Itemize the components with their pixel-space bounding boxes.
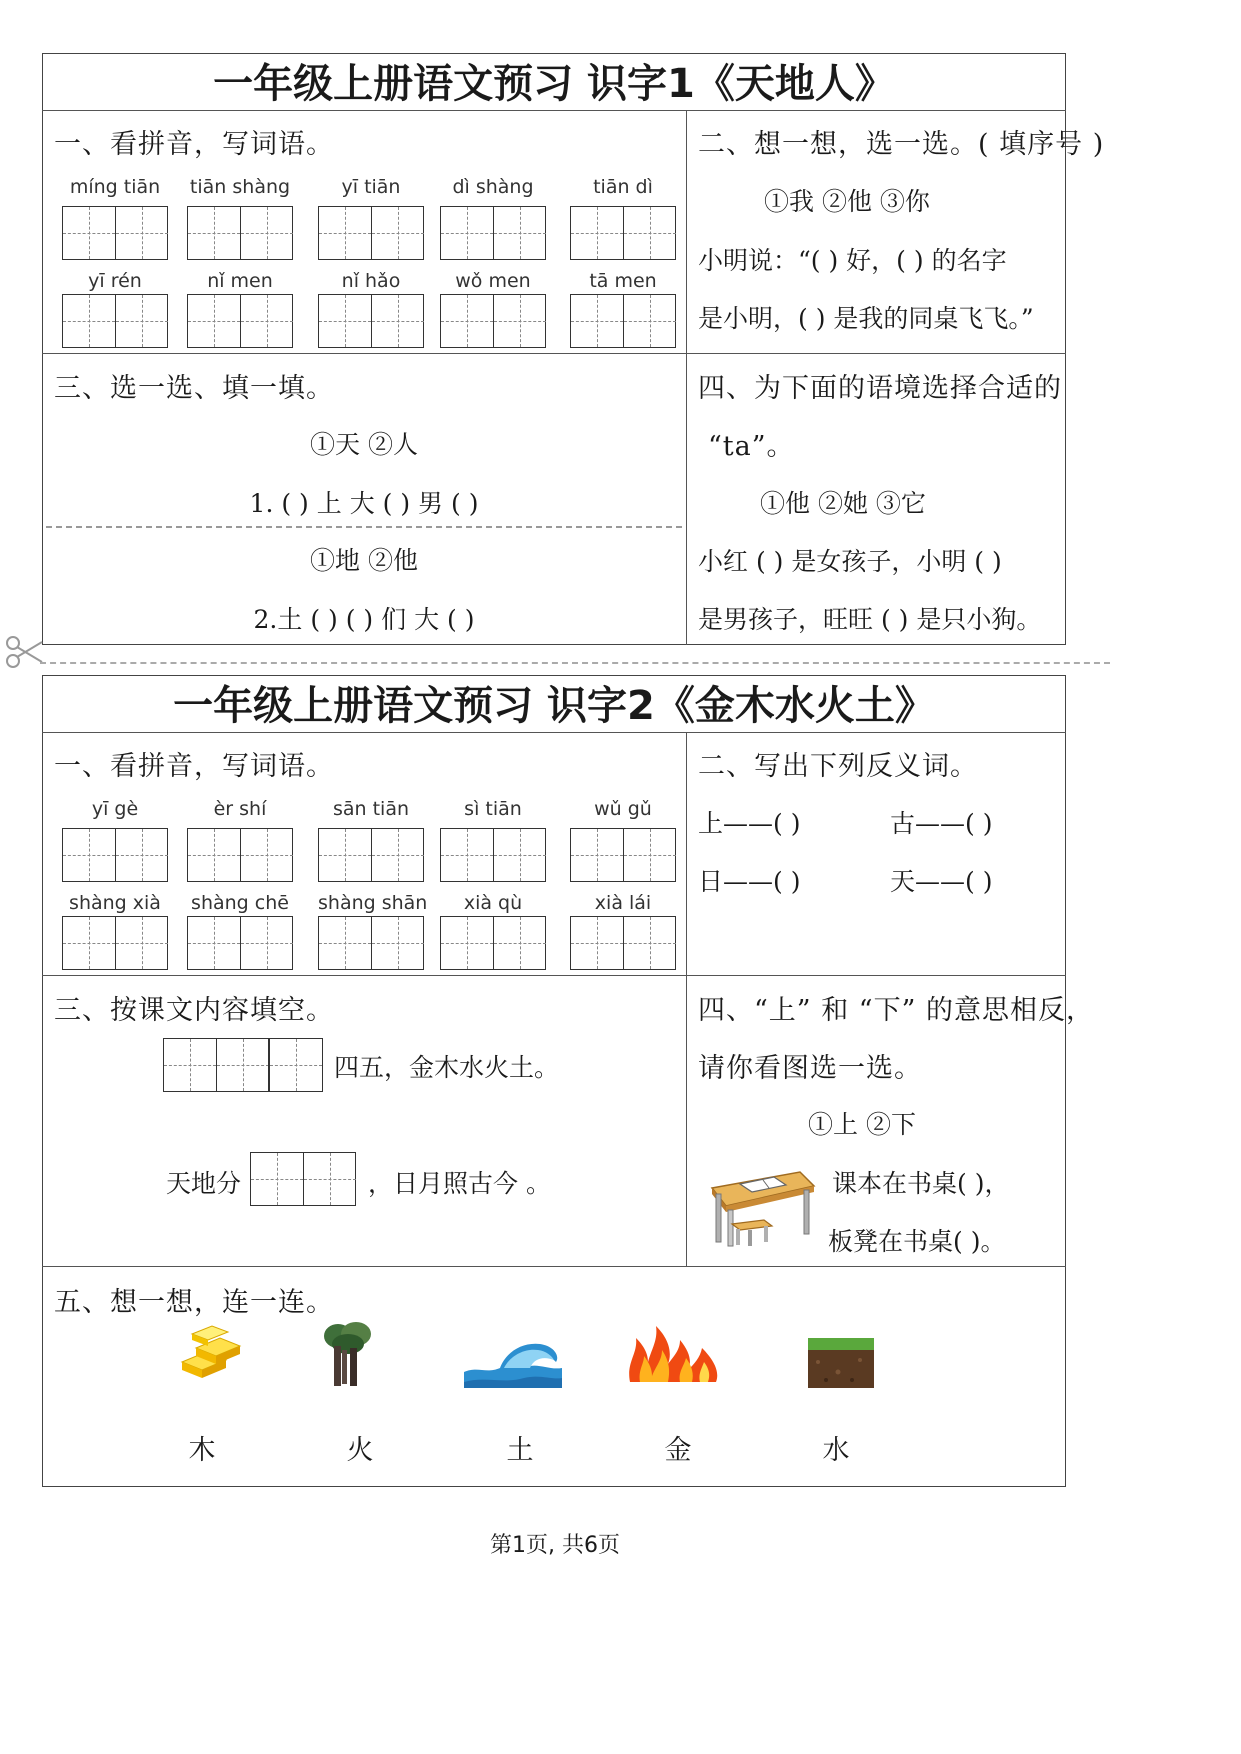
grid-cell[interactable] bbox=[319, 207, 371, 259]
pinyin-label: nǐ men bbox=[207, 270, 273, 292]
grid-cell[interactable] bbox=[319, 917, 371, 969]
pinyin-label: tā men bbox=[589, 270, 657, 292]
scissors-icon bbox=[4, 634, 44, 670]
grid-cell[interactable] bbox=[441, 207, 493, 259]
grid-guide-line bbox=[624, 233, 676, 234]
grid-cell[interactable] bbox=[371, 829, 423, 881]
grid-guide-line bbox=[63, 233, 115, 234]
writing-grid-box[interactable] bbox=[187, 916, 293, 970]
lesson2-q3-line2-before: 天地分 bbox=[166, 1169, 242, 1198]
lesson1-q3-options1: ①天 ②人 bbox=[310, 430, 418, 459]
lesson1-title-divider bbox=[42, 110, 1066, 111]
pinyin-label: tiān shàng bbox=[189, 176, 291, 198]
grid-guide-line bbox=[188, 321, 240, 322]
grid-guide-line bbox=[188, 233, 240, 234]
lesson1-q4-heading: 四、为下面的语境选择合适的 bbox=[698, 373, 1062, 404]
writing-grid-box[interactable] bbox=[570, 206, 676, 260]
grid-cell[interactable] bbox=[371, 207, 423, 259]
lesson1-row-divider bbox=[42, 353, 1066, 354]
fire-icon bbox=[626, 1322, 722, 1384]
grid-guide-line bbox=[164, 1065, 216, 1066]
lesson1-q4-line1: 小红 ( ) 是女孩子，小明 ( ) bbox=[698, 547, 1002, 576]
lesson2-q4-line1: 课本在书桌( )， bbox=[832, 1169, 1010, 1198]
pinyin-label: yī gè bbox=[91, 798, 139, 820]
grid-guide-line bbox=[116, 855, 168, 856]
writing-grid-box[interactable] bbox=[440, 916, 546, 970]
writing-grid-box[interactable] bbox=[440, 828, 546, 882]
lesson1-q4-options: ①他 ②她 ③它 bbox=[760, 489, 926, 518]
grid-cell[interactable] bbox=[441, 917, 493, 969]
pinyin-label: xià qù bbox=[463, 892, 523, 914]
grid-guide-line bbox=[494, 943, 546, 944]
lesson1-q3-options2: ①地 ②他 bbox=[310, 546, 418, 575]
grid-cell[interactable] bbox=[63, 207, 115, 259]
grid-guide-line bbox=[241, 233, 293, 234]
pinyin-label: sān tiān bbox=[332, 798, 410, 820]
pinyin-label: yī tiān bbox=[341, 176, 401, 198]
grid-guide-line bbox=[241, 943, 293, 944]
writing-grid-box[interactable] bbox=[318, 916, 424, 970]
water-wave-icon bbox=[464, 1338, 562, 1388]
grid-cell[interactable] bbox=[623, 917, 675, 969]
cut-line bbox=[40, 662, 1110, 664]
lesson2-q4-options: ①上 ②下 bbox=[808, 1110, 916, 1139]
lesson1-q4-heading2: “ta”。 bbox=[708, 431, 795, 462]
grid-guide-line bbox=[372, 321, 424, 322]
grid-guide-line bbox=[571, 321, 623, 322]
grid-guide-line bbox=[319, 855, 371, 856]
grid-guide-line bbox=[319, 321, 371, 322]
lesson2-q3-heading: 三、按课文内容填空。 bbox=[54, 995, 334, 1026]
grid-cell[interactable] bbox=[251, 1153, 303, 1205]
lesson2-q3-line1-after: 四五，金木水火土。 bbox=[334, 1053, 560, 1082]
pinyin-label: èr shí bbox=[213, 798, 267, 820]
grid-guide-line bbox=[571, 943, 623, 944]
grid-cell[interactable] bbox=[188, 829, 240, 881]
writing-grid-box[interactable] bbox=[570, 294, 676, 348]
grid-cell[interactable] bbox=[493, 207, 545, 259]
lesson1-q2-line1: 小明说：“( ) 好，( ) 的名字 bbox=[698, 246, 1007, 275]
writing-grid-box[interactable] bbox=[62, 294, 168, 348]
pinyin-label: nǐ hǎo bbox=[341, 270, 401, 292]
grid-guide-line bbox=[624, 943, 676, 944]
grid-guide-line bbox=[116, 943, 168, 944]
grid-cell[interactable] bbox=[441, 829, 493, 881]
pinyin-label: míng tiān bbox=[69, 176, 161, 198]
grid-cell[interactable] bbox=[115, 917, 167, 969]
writing-grid-box[interactable] bbox=[570, 828, 676, 882]
grid-cell[interactable] bbox=[623, 207, 675, 259]
grid-guide-line bbox=[251, 1179, 303, 1180]
grid-cell[interactable] bbox=[240, 917, 292, 969]
writing-grid-box[interactable] bbox=[318, 294, 424, 348]
grid-guide-line bbox=[571, 233, 623, 234]
lesson2-q4-line2: 板凳在书桌( )。 bbox=[828, 1227, 1006, 1256]
grid-cell[interactable] bbox=[319, 829, 371, 881]
grid-guide-line bbox=[116, 233, 168, 234]
pinyin-label: shàng chē bbox=[191, 892, 289, 914]
grid-cell[interactable] bbox=[623, 295, 675, 347]
pinyin-label: xià lái bbox=[594, 892, 652, 914]
lesson1-q2-line2: 是小明，( ) 是我的同桌飞飞。” bbox=[698, 304, 1034, 333]
lesson1-q3-dashed-divider bbox=[46, 526, 682, 528]
grid-cell[interactable] bbox=[240, 829, 292, 881]
grid-guide-line bbox=[441, 855, 493, 856]
lesson2-title-divider bbox=[42, 732, 1066, 733]
lesson2-title: 一年级上册语文预习 识字2《金木水火土》 bbox=[173, 683, 935, 729]
writing-grid-box[interactable] bbox=[62, 206, 168, 260]
writing-grid-box[interactable] bbox=[62, 828, 168, 882]
lesson1-q4-line2: 是男孩子，旺旺 ( ) 是只小狗。 bbox=[698, 605, 1042, 634]
grid-cell[interactable] bbox=[188, 917, 240, 969]
grid-guide-line bbox=[441, 233, 493, 234]
grid-cell[interactable] bbox=[571, 829, 623, 881]
writing-grid-box[interactable] bbox=[570, 916, 676, 970]
grid-cell[interactable] bbox=[188, 295, 240, 347]
pinyin-label: shàng shān bbox=[318, 892, 428, 914]
grid-cell[interactable] bbox=[493, 829, 545, 881]
desk-with-book-icon bbox=[704, 1166, 816, 1248]
gold-bars-icon bbox=[178, 1322, 244, 1384]
match-label: 金 bbox=[664, 1435, 692, 1466]
writing-grid-box[interactable] bbox=[187, 294, 293, 348]
lesson2-q2-pair2b: 天——( ) bbox=[890, 867, 993, 896]
grid-cell[interactable] bbox=[164, 1039, 216, 1091]
lesson2-q3-line2-after: ，日月照古今 。 bbox=[368, 1169, 551, 1198]
grid-cell[interactable] bbox=[371, 917, 423, 969]
writing-grid-box[interactable] bbox=[187, 206, 293, 260]
match-label: 水 bbox=[822, 1435, 850, 1466]
lesson1-q3-heading: 三、选一选、填一填。 bbox=[54, 373, 334, 404]
lesson1-q3-line1: 1. ( ) 上 大 ( ) 男 ( ) bbox=[249, 489, 479, 518]
grid-cell[interactable] bbox=[188, 207, 240, 259]
grid-cell[interactable] bbox=[115, 829, 167, 881]
grid-cell[interactable] bbox=[303, 1153, 355, 1205]
grid-guide-line bbox=[63, 943, 115, 944]
lesson1-column-divider bbox=[686, 110, 687, 645]
grid-cell[interactable] bbox=[63, 295, 115, 347]
lesson2-q1-heading: 一、看拼音，写词语。 bbox=[54, 751, 334, 782]
writing-grid-box[interactable] bbox=[318, 206, 424, 260]
grid-cell[interactable] bbox=[319, 295, 371, 347]
grid-guide-line bbox=[494, 233, 546, 234]
grid-guide-line bbox=[63, 321, 115, 322]
grid-guide-line bbox=[217, 1065, 269, 1066]
soil-icon bbox=[808, 1338, 874, 1388]
grid-cell[interactable] bbox=[115, 295, 167, 347]
lesson1-q2-options: ①我 ②他 ③你 bbox=[764, 187, 930, 216]
writing-grid-box[interactable] bbox=[318, 828, 424, 882]
grid-cell[interactable] bbox=[216, 1039, 268, 1091]
grid-cell[interactable] bbox=[240, 295, 292, 347]
grid-guide-line bbox=[372, 855, 424, 856]
grid-guide-line bbox=[270, 1065, 322, 1066]
lesson2-q5-heading: 五、想一想，连一连。 bbox=[54, 1287, 334, 1318]
match-label: 木 bbox=[188, 1435, 216, 1466]
lesson2-q2-pair2a: 日——( ) bbox=[698, 867, 801, 896]
writing-grid-box[interactable] bbox=[440, 294, 546, 348]
grid-guide-line bbox=[304, 1179, 356, 1180]
grid-cell[interactable] bbox=[493, 295, 545, 347]
page-number: 第1页, 共6页 bbox=[490, 1533, 620, 1558]
grid-guide-line bbox=[372, 943, 424, 944]
lesson1-q2-heading: 二、想一想，选一选。( 填序号 ) bbox=[698, 129, 1105, 160]
grid-cell[interactable] bbox=[115, 207, 167, 259]
lesson1-q3-line2: 2.土 ( ) ( ) 们 大 ( ) bbox=[253, 605, 475, 634]
pinyin-label: wǒ men bbox=[455, 270, 531, 292]
lesson2-row-divider-2 bbox=[42, 1266, 1066, 1267]
lesson1-title: 一年级上册语文预习 识字1《天地人》 bbox=[213, 61, 895, 107]
grid-guide-line bbox=[624, 855, 676, 856]
lesson2-q2-pair1a: 上——( ) bbox=[698, 809, 801, 838]
grid-guide-line bbox=[241, 321, 293, 322]
grid-guide-line bbox=[441, 321, 493, 322]
grid-cell[interactable] bbox=[63, 917, 115, 969]
grid-guide-line bbox=[319, 233, 371, 234]
grid-cell[interactable] bbox=[441, 295, 493, 347]
grid-guide-line bbox=[241, 855, 293, 856]
pinyin-label: wǔ gǔ bbox=[594, 798, 652, 820]
grid-guide-line bbox=[188, 943, 240, 944]
grid-cell[interactable] bbox=[623, 829, 675, 881]
grid-guide-line bbox=[494, 321, 546, 322]
pinyin-label: yī rén bbox=[88, 270, 142, 292]
grid-cell[interactable] bbox=[571, 207, 623, 259]
lesson2-q2-heading: 二、写出下列反义词。 bbox=[698, 751, 978, 782]
grid-guide-line bbox=[319, 943, 371, 944]
grid-cell[interactable] bbox=[493, 917, 545, 969]
grid-cell[interactable] bbox=[571, 917, 623, 969]
grid-cell[interactable] bbox=[270, 1039, 322, 1091]
tree-icon bbox=[320, 1320, 376, 1388]
grid-cell[interactable] bbox=[63, 829, 115, 881]
grid-guide-line bbox=[494, 855, 546, 856]
grid-guide-line bbox=[372, 233, 424, 234]
grid-guide-line bbox=[63, 855, 115, 856]
grid-guide-line bbox=[188, 855, 240, 856]
lesson2-q4-heading2: 请你看图选一选。 bbox=[698, 1053, 922, 1084]
grid-cell[interactable] bbox=[240, 207, 292, 259]
writing-grid-box[interactable] bbox=[62, 916, 168, 970]
lesson1-q1-heading: 一、看拼音，写词语。 bbox=[54, 129, 334, 160]
writing-grid-box[interactable] bbox=[250, 1152, 356, 1206]
lesson2-q2-pair1b: 古——( ) bbox=[890, 809, 993, 838]
match-label: 火 bbox=[346, 1435, 374, 1466]
lesson2-row-divider-1 bbox=[42, 975, 1066, 976]
pinyin-label: tiān dì bbox=[593, 176, 653, 198]
grid-guide-line bbox=[116, 321, 168, 322]
writing-grid-box[interactable] bbox=[269, 1038, 323, 1092]
match-label: 土 bbox=[506, 1435, 534, 1466]
writing-grid-box[interactable] bbox=[187, 828, 293, 882]
lesson2-q4-heading: 四、“上” 和 “下” 的意思相反， bbox=[698, 995, 1094, 1026]
grid-guide-line bbox=[441, 943, 493, 944]
pinyin-label: dì shàng bbox=[452, 176, 534, 198]
writing-grid-box[interactable] bbox=[440, 206, 546, 260]
grid-guide-line bbox=[624, 321, 676, 322]
pinyin-label: sì tiān bbox=[464, 798, 522, 820]
pinyin-label: shàng xià bbox=[69, 892, 161, 914]
grid-cell[interactable] bbox=[571, 295, 623, 347]
grid-guide-line bbox=[571, 855, 623, 856]
lesson2-column-divider bbox=[686, 732, 687, 1266]
grid-cell[interactable] bbox=[371, 295, 423, 347]
